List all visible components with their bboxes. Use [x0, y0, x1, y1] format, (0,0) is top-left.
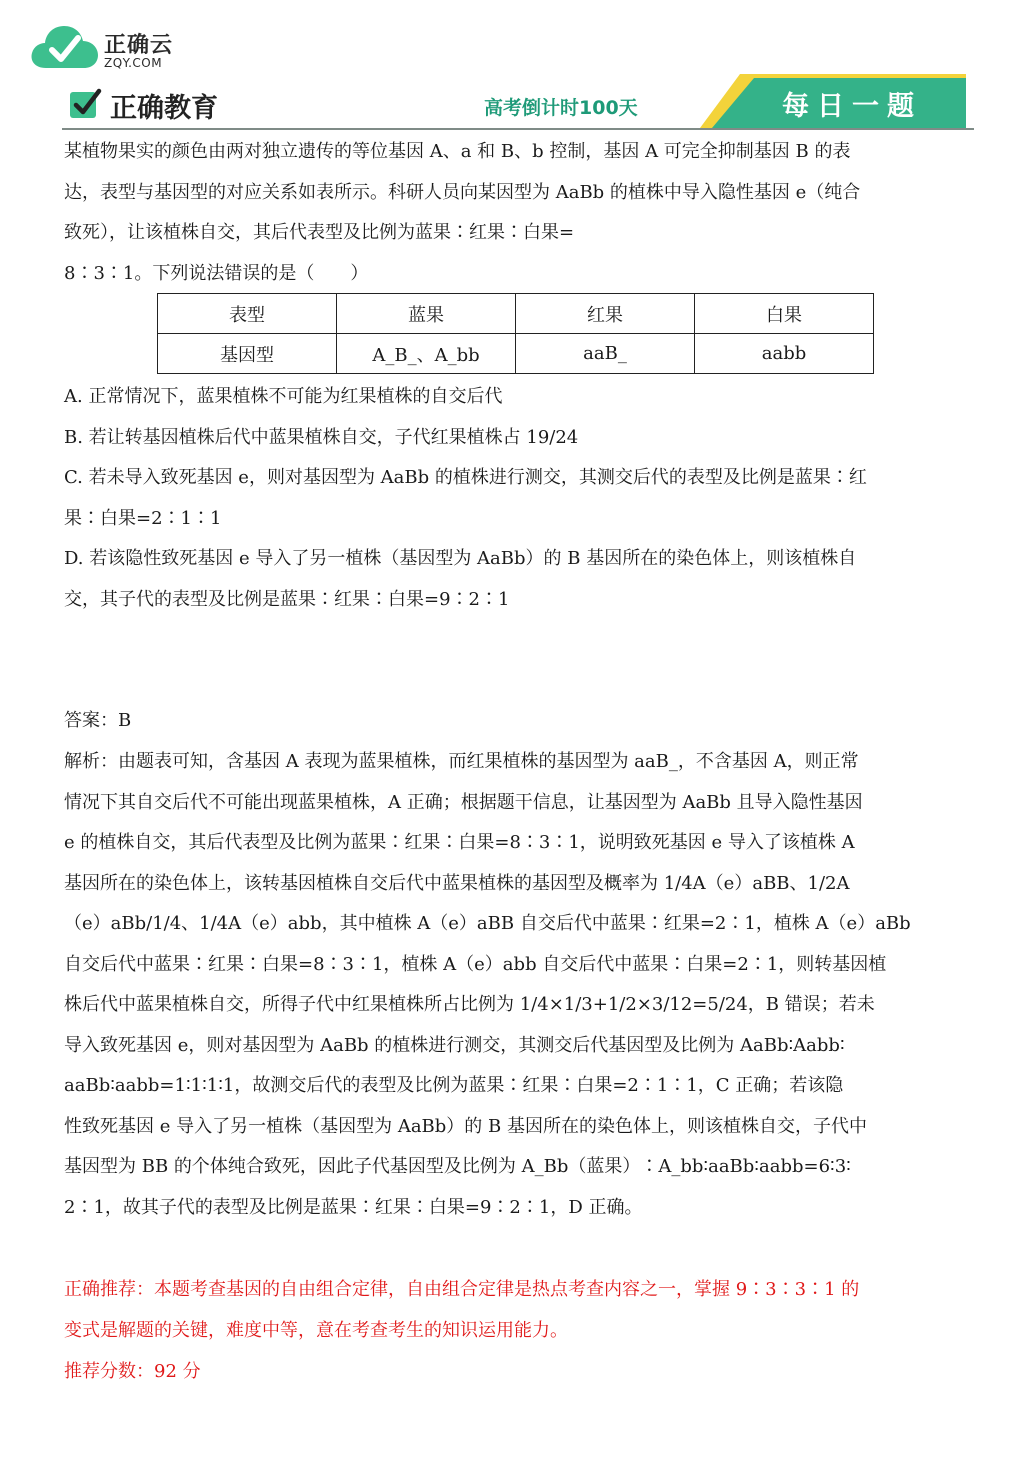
banner-label: 每日一题	[782, 91, 922, 122]
question-line: 8∶3∶1。下列说法错误的是（ ）	[64, 262, 369, 284]
option-line: C. 若未导入致死基因 e，则对基因型为 AaBb 的植株进行测交，其测交后代的表型及比例是蓝果∶红	[64, 467, 867, 488]
header-divider	[62, 128, 974, 130]
analysis-line: 基因所在的染色体上，该转基因植株自交后代中蓝果植株的基因型及概率为 1/4A（e）aBB、1/2A	[64, 872, 850, 894]
checkbox-icon	[68, 88, 102, 122]
table-cell: 白果	[695, 294, 874, 334]
question-stem	[64, 132, 970, 294]
option-line: B. 若让转基因植株后代中蓝果植株自交，子代红果植株占 19/24	[64, 427, 579, 448]
question-line: 某植物果实的颜色由两对独立遗传的等位基因 A、a 和 B、b 控制，基因 A 可完全抑制基因 B 的表	[64, 141, 851, 162]
table-cell: 表型	[158, 294, 337, 334]
analysis-line: 解析：由题表可知，含基因 A 表现为蓝果植株，而红果植株的基因型为 aaB_，不含基因 A，则正常	[64, 751, 859, 772]
table-cell: 蓝果	[337, 294, 516, 334]
cloud-check-icon	[30, 22, 100, 72]
analysis-line: 情况下其自交后代不可能出现蓝果植株，A 正确；根据题干信息，让基因型为 AaBb 且导入隐性基因	[64, 791, 863, 813]
analysis-line: 株后代中蓝果植株自交，所得子代中红果植株所占比例为 1/4×1/3+1/2×3/12=5/24，B 错误；若未	[64, 994, 875, 1015]
analysis-line: aaBb∶aabb=1∶1∶1∶1，故测交后代的表型及比例为蓝果∶红果∶白果=2∶1∶1，C 正确；若该隐	[64, 1075, 844, 1096]
table-cell: aabb	[695, 334, 874, 374]
analysis-line: e 的植株自交，其后代表型及比例为蓝果∶红果∶白果=8∶3∶1，说明致死基因 e 导入了该植株 A	[64, 832, 855, 853]
option-a	[64, 377, 970, 418]
option-d	[64, 539, 970, 620]
table-row	[158, 334, 874, 374]
table-cell: 红果	[516, 294, 695, 334]
option-b	[64, 418, 970, 459]
option-line: 果∶白果=2∶1∶1	[64, 507, 222, 529]
analysis-line: 自交后代中蓝果∶红果∶白果=8∶3∶1，植株 A（e）abb 自交后代中蓝果∶白果=2∶1，则转基因植	[64, 953, 887, 975]
question-line: 致死），让该植株自交，其后代表型及比例为蓝果∶红果∶白果=	[64, 222, 575, 243]
brand-url: ZQY.COM	[104, 56, 163, 70]
option-line: 交，其子代的表型及比例是蓝果∶红果∶白果=9∶2∶1	[64, 588, 510, 610]
question-line: 达，表型与基因型的对应关系如表所示。科研人员向某因型为 AaBb 的植株中导入隐性基因 e（纯合	[64, 181, 861, 203]
table-header-row	[158, 294, 874, 334]
table-cell: 基因型	[158, 334, 337, 374]
answer: 答案：B	[64, 710, 132, 731]
analysis-line: 导入致死基因 e，则对基因型为 AaBb 的植株进行测交，其测交后代基因型及比例为 AaBb∶Aabb∶	[64, 1034, 845, 1056]
option-line: A. 正常情况下，蓝果植株不可能为红果植株的自交后代	[64, 386, 503, 407]
analysis-line: （e）aBb/1/4、1/4A（e）abb，其中植株 A（e）aBB 自交后代中蓝果∶红果=2∶1，植株 A（e）aBb	[64, 913, 911, 934]
recommendation	[64, 1270, 970, 1351]
analysis	[64, 742, 970, 1228]
zqy-logo	[30, 22, 230, 74]
countdown-slogan: 高考倒计时100天	[484, 97, 638, 119]
analysis-line: 基因型为 BB 的个体纯合致死，因此子代基因型及比例为 A_Bb（蓝果）∶A_bb∶aaBb∶aabb=6∶3∶	[64, 1156, 851, 1177]
recommendation-line: 正确推荐：本题考查基因的自由组合定律，自由组合定律是热点考查内容之一，掌握 9∶3∶3∶1 的	[64, 1279, 860, 1300]
brand-name: 正确云	[104, 33, 174, 58]
recommend-score: 推荐分数：92 分	[64, 1361, 201, 1382]
table-cell: aaB_	[516, 334, 695, 374]
analysis-line: 2∶1，故其子代的表型及比例是蓝果∶红果∶白果=9∶2∶1，D 正确。	[64, 1196, 643, 1218]
option-line: D. 若该隐性致死基因 e 导入了另一植株（基因型为 AaBb）的 B 基因所在的染色体上，则该植株自	[64, 548, 857, 569]
recommendation-line: 变式是解题的关键，难度中等，意在考查考生的知识运用能力。	[64, 1319, 568, 1341]
option-c	[64, 458, 970, 539]
phenotype-genotype-table	[157, 293, 874, 374]
edu-name: 正确教育	[110, 93, 218, 124]
analysis-line: 性致死基因 e 导入了另一植株（基因型为 AaBb）的 B 基因所在的染色体上，则该植株自交，子代中	[64, 1115, 867, 1137]
table-cell: A_B_、A_bb	[337, 334, 516, 374]
